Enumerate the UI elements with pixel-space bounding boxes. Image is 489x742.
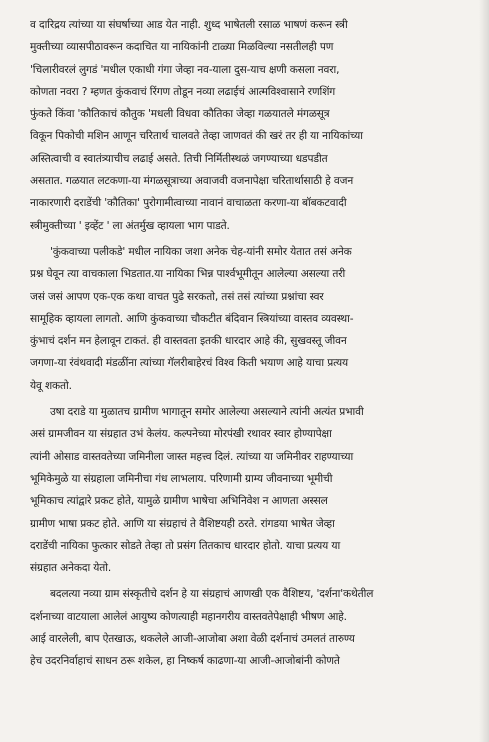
text-line: बदलत्या नव्या ग्राम संस्कृतीचे दर्शन हे या संग्रहाचं आणखी एक वैशिष्टय, 'दर्शना'कथेतील [50, 588, 374, 601]
text-line: असतात. गळयात लटकणा-या मंगळसूत्राच्या अवाजवी वजनापेक्षा चरितार्थासाठी हे वजन [30, 175, 354, 188]
paragraph-4 [30, 583, 449, 672]
text-line: व दारिद्रय त्यांच्या या संघर्षाच्या आड येत नाही. शुध्द भाषेतली रसाळ भाषणं करून स्त्री [30, 19, 348, 31]
text-line: कोणता नवरा ? म्हणत कुंकवाचं रिंगण तोडून नव्या लढाईचं आत्मविश्वासाने रणशिंग [30, 85, 336, 98]
text-line: नाकारणारी दराडेंची 'कौतिका' पुरोगामीत्वाच्या नावानं वाचाळता करणा-या बॉबकटवादी [30, 197, 347, 210]
text-line: दराडेंची नायिका फुत्कार सोडते तेव्हा तो प्रसंग तितकाच धारदार होतो. याचा प्रत्यय या [30, 539, 341, 552]
text-line: भूमिकेमुळे या संग्रहाला जमिनीचा गंध लाभलाय. परिणामी ग्राम्य जीवनाच्या भूमीची [30, 472, 333, 485]
text-line: 'कुंकवाच्या पलीकडे' मधील नायिका जशा अनेक चेह-यांनी समोर येतात तसं अनेक [50, 245, 352, 258]
text-line: स्त्रीमुक्तीच्या ' इव्हेंट ' ला अंतर्मुख व्हायला भाग पाडते. [30, 219, 230, 232]
text-line: भूमिकाच त्यांद्वारे प्रकट होते, यामुळे ग्रामीण भाषेचा अभिनिवेश न आणता अस्सल [30, 495, 328, 508]
text-line: उषा दराडे या मुळातच ग्रामीण भागातून समोर आलेल्या असल्याने त्यांनी अत्यंत प्रभावी [50, 406, 364, 419]
text-line: सामूहिक व्हायला लागतो. आणि कुंकवाच्या चौकटीत बंदिवान स्त्रियांच्या वास्तव व्यवस्था- [30, 312, 354, 325]
text-line: असं ग्रामजीवन या संग्रहात उभं केलंय. कल्पनेच्या मोरपंखी रथावर स्वार होण्यापेक्षा [30, 428, 332, 441]
text-line: 'चिलारीवरलं लुगडं 'मधील एकाधी गंगा जेव्हा नव-याला दुस-याच क्षणी कसला नवरा, [30, 63, 340, 76]
text-line: दर्शनाच्या वाटयाला आलेलं आयुष्य कोणत्याही महानगरीय वास्तवतेपेक्षाही भीषण आहे. [30, 610, 347, 623]
paragraph-2 [30, 241, 449, 397]
text-line: मुक्तीच्या व्यासपीठावरून कदाचित या नायिकांनी टाळ्या मिळविल्या नसतीलही पण [30, 41, 334, 54]
text-line: फुंकते किंवा 'कौतिकाचं कौतुक 'मधली विधवा कौतिका जेव्हा गळयातले मंगळसूत्र [30, 108, 330, 121]
text-line: ग्रामीण भाषा प्रकट होते. आणि या संग्रहाचं ते वैशिष्टयही ठरते. रांगडया भाषेत जेव्हा [30, 517, 335, 530]
text-line: विकून पिकोची मशिन आणून चरितार्थ चालवते तेव्हा जाणवतं की खरं तर ही या नायिकांच्या [30, 130, 363, 143]
paragraph-1 [30, 14, 449, 237]
text-line: आई वारलेली, बाप ऐतखाऊ, थकलेले आजी-आजोबा अशा वेळी दर्शनाचं उमलतं तारुण्य [30, 633, 355, 646]
text-line: त्यांनी ओसाड वास्तवतेच्या जमिनीला जास्त महत्त्व दिलं. त्यांच्या या जमिनीवर राहण्याच्या [30, 450, 354, 463]
page-edge-shadow [479, 0, 489, 742]
text-line: येवू शकतो. [30, 379, 72, 392]
text-line: संग्रहात अनेकदा येतो. [30, 562, 112, 575]
text-line: कुंभाचं दर्शन मन हेलावून टाकतं. ही वास्तवता इतकी धारदार आहे की, सुखवस्तू जीवन [30, 335, 347, 348]
paragraph-3 [30, 401, 449, 579]
text-line: अस्तित्वाची व स्वातंत्र्याचीच लढाई असते. तिची निर्मितीस्थळं जगण्याच्या धडपडीत [30, 152, 328, 165]
text-line: जसं जसं आपण एक-एक कथा वाचत पुढे सरकतो, तसं तसं त्यांच्या प्रश्नांचा स्वर [30, 290, 324, 303]
text-line: प्रश्न घेवून त्या वाचकाला भिडतात.या नायिका भिन्न पार्श्वभूमीतून आलेल्या असल्या तरी [30, 268, 346, 281]
text-line: हेच उदरनिर्वाहाचं साधन ठरू शकेल, हा निष्कर्ष काढणा-या आजी-आजोबांनी कोणते [30, 655, 340, 668]
text-line: जगणा-या रंवंथवादी मंडळींना त्यांच्या गॅलरीबाहेरचं विश्व किती भयाण आहे याचा प्रत्यय [30, 357, 349, 370]
